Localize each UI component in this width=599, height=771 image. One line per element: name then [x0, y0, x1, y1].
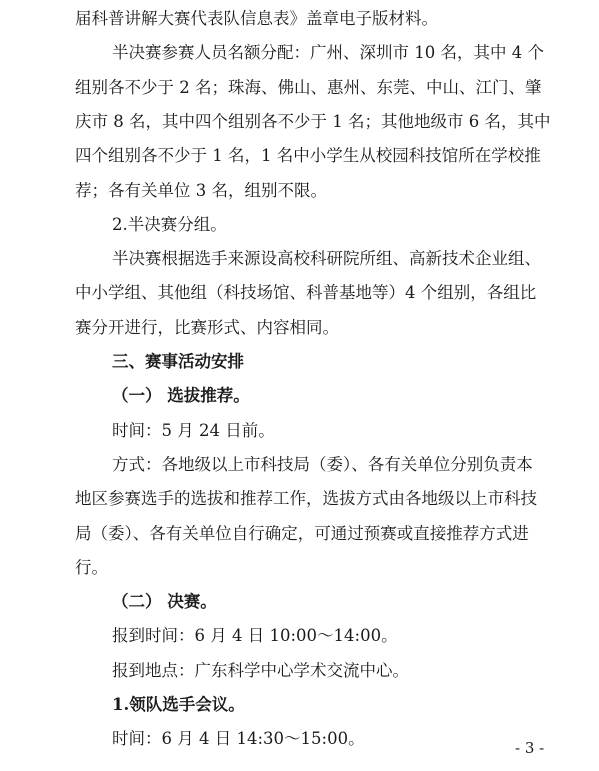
line-text: 庆市 8 名，其中四个组别各不少于 1 名；其他地级市 6 名，其中	[75, 112, 551, 131]
subsection-heading	[0, 591, 599, 613]
line-text: 时间：5 月 24 日前。	[112, 421, 275, 440]
line-text: 组别各不少于 2 名；珠海、佛山、惠州、东莞、中山、江门、肇	[75, 78, 542, 97]
text-line	[0, 317, 599, 339]
line-text: 时间：6 月 4 日 14:30～15:00。	[112, 729, 365, 748]
text-line	[0, 180, 599, 202]
text-line	[0, 8, 599, 30]
line-text: 2.半决赛分组。	[112, 215, 227, 234]
line-text: 局（委）、各有关单位自行确定，可通过预赛或直接推荐方式进	[75, 524, 529, 543]
line-text: 荐；各有关单位 3 名，组别不限。	[75, 181, 327, 200]
text-line	[0, 77, 599, 99]
text-line	[0, 248, 599, 270]
subsection-heading	[0, 694, 599, 716]
text-line	[0, 145, 599, 167]
text-line	[0, 557, 599, 579]
text-line	[0, 282, 599, 304]
line-text: 报到时间：6 月 4 日 10:00～14:00。	[112, 626, 398, 645]
line-text: （二） 决赛。	[112, 592, 217, 611]
line-text: 方式：各地级以上市科技局（委）、各有关单位分别负责本	[112, 455, 533, 474]
line-text: 行。	[75, 558, 108, 577]
text-line	[0, 625, 599, 647]
line-text: 中小学组、其他组（科技场馆、科普基地等）4 个组别，各组比	[75, 283, 537, 302]
line-text: （一） 选拔推荐。	[112, 386, 250, 405]
text-line	[0, 111, 599, 133]
text-line	[0, 420, 599, 442]
line-text: 届科普讲解大赛代表队信息表》盖章电子版材料。	[75, 9, 438, 28]
section-heading	[0, 351, 599, 373]
page-number: - 3 -	[515, 739, 545, 757]
line-text: 1.领队选手会议。	[112, 695, 245, 714]
subsection-heading	[0, 385, 599, 407]
text-line	[0, 728, 599, 750]
text-line	[0, 488, 599, 510]
line-text: 三、赛事活动安排	[112, 352, 244, 371]
line-text: 半决赛参赛人员名额分配：广州、深圳市 10 名，其中 4 个	[112, 43, 544, 62]
line-text: 报到地点：广东科学中心学术交流中心。	[112, 661, 409, 680]
text-line	[0, 660, 599, 682]
line-text: 赛分开进行，比赛形式、内容相同。	[75, 318, 339, 337]
text-line	[0, 42, 599, 64]
line-text: 四个组别各不少于 1 名，1 名中小学生从校园科技馆所在学校推	[75, 146, 541, 165]
text-line	[0, 214, 599, 236]
line-text: 地区参赛选手的选拔和推荐工作，选拔方式由各地级以上市科技	[75, 489, 537, 508]
text-line	[0, 523, 599, 545]
line-text: 半决赛根据选手来源设高校科研院所组、高新技术企业组、	[112, 249, 541, 268]
text-line	[0, 454, 599, 476]
